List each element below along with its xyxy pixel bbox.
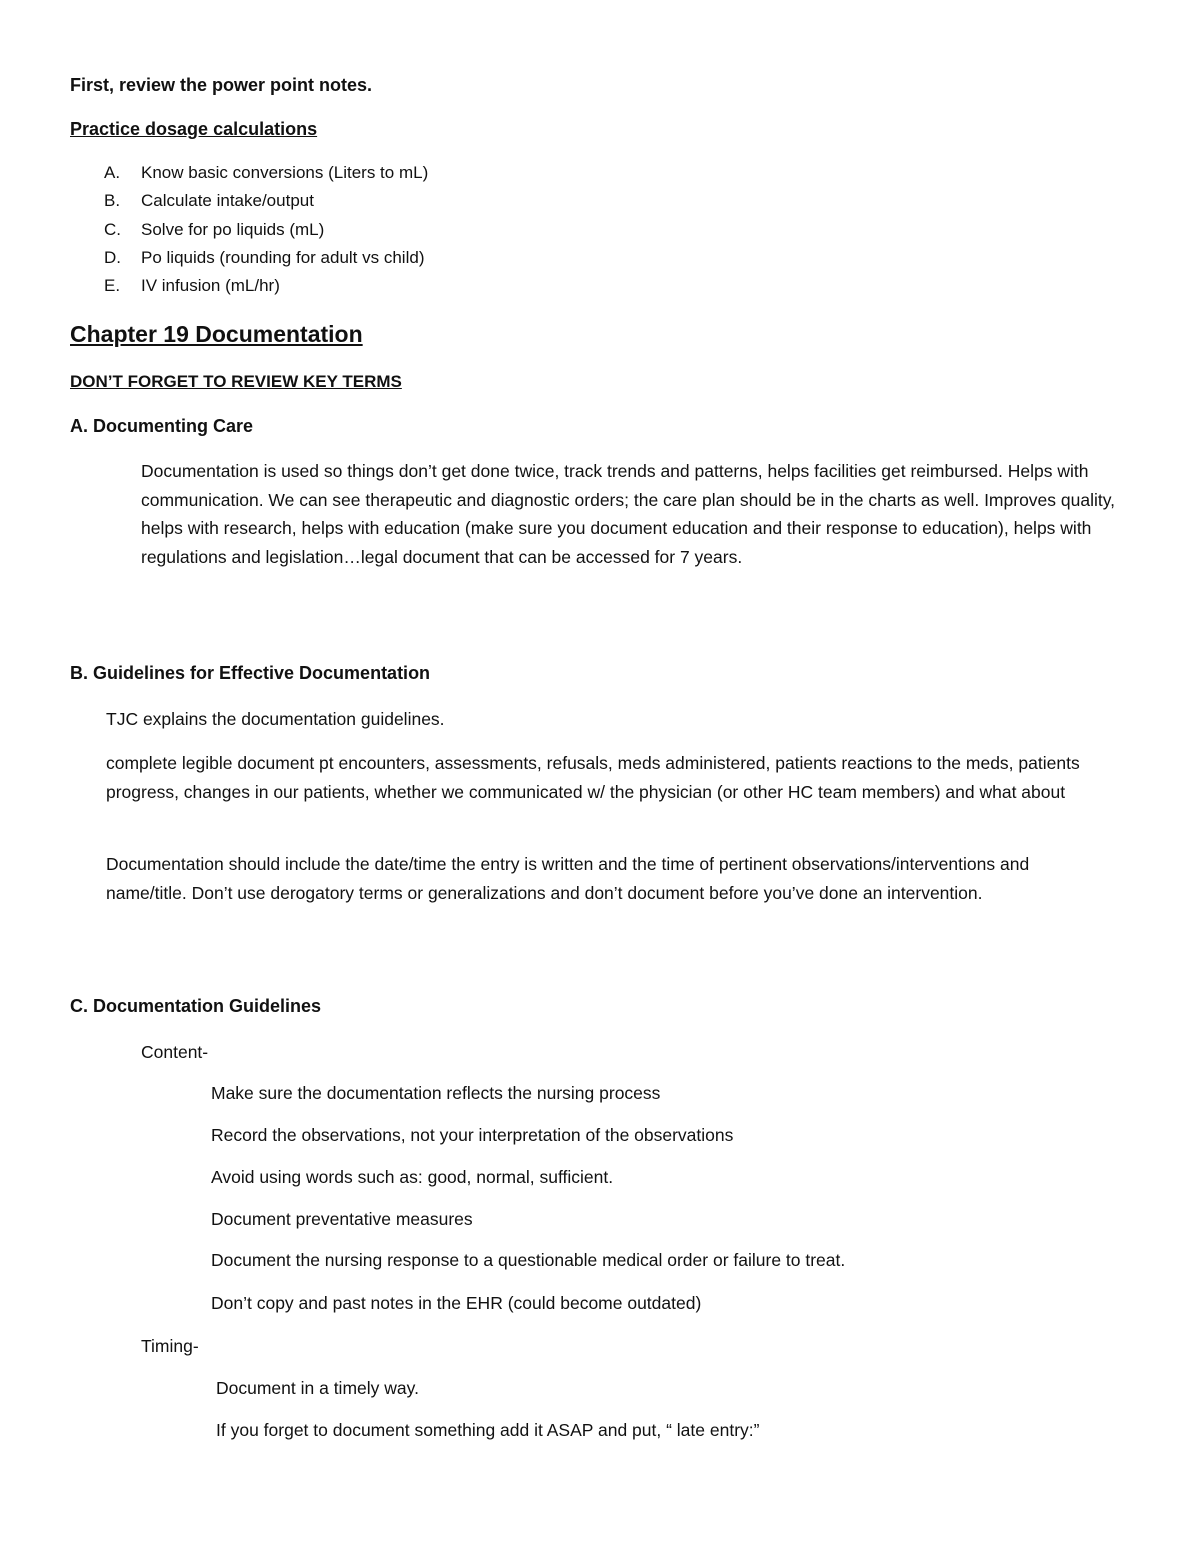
- list-text: Po liquids (rounding for adult vs child): [141, 248, 425, 267]
- list-text: Solve for po liquids (mL): [141, 220, 325, 239]
- list-text: Know basic conversions (Liters to mL): [141, 163, 429, 182]
- section-b-paragraph: TJC explains the documentation guidelines.: [106, 709, 445, 729]
- list-item: Document preventative measures: [211, 1209, 473, 1229]
- intro-note: First, review the power point notes.: [70, 75, 373, 95]
- timing-label: Timing-: [141, 1336, 199, 1356]
- list-item: Record the observations, not your interpretation of the observations: [211, 1125, 734, 1145]
- section-a-heading: A. Documenting Care: [70, 416, 254, 436]
- list-item: Don’t copy and past notes in the EHR (could become outdated): [211, 1293, 702, 1313]
- key-terms-reminder: DON’T FORGET TO REVIEW KEY TERMS: [70, 372, 402, 391]
- section-b-heading: B. Guidelines for Effective Documentation: [70, 663, 431, 683]
- section-c-heading: C. Documentation Guidelines: [70, 996, 322, 1016]
- list-item: Document in a timely way.: [216, 1378, 419, 1398]
- list-text: IV infusion (mL/hr): [141, 276, 280, 295]
- list-item: Document the nursing response to a questionable medical order or failure to treat.: [211, 1250, 846, 1270]
- list-item: Avoid using words such as: good, normal, sufficient.: [211, 1167, 614, 1187]
- section-b-paragraph: complete legible document pt encounters, assessments, refusals, meds administered, patients reactions to the meds, patients progress, changes in our patients, whether we communicated w/ the physician (or other HC team members) and what about: [106, 753, 1080, 802]
- list-item: If you forget to document something add it ASAP and put, “ late entry:”: [216, 1420, 760, 1440]
- chapter-title: Chapter 19 Documentation: [70, 321, 363, 347]
- list-letter: E.: [104, 276, 121, 295]
- list-letter: B.: [104, 191, 121, 210]
- practice-heading: Practice dosage calculations: [70, 119, 318, 139]
- list-item: Make sure the documentation reflects the nursing process: [211, 1083, 661, 1103]
- list-text: Calculate intake/output: [141, 191, 314, 210]
- list-letter: C.: [104, 220, 121, 239]
- content-label: Content-: [141, 1042, 209, 1062]
- section-a-body: Documentation is used so things don’t get done twice, track trends and patterns, helps facilities get reimbursed. Helps with communication. We can see therapeutic and diagnostic orders; the care plan should be in the charts as well. Improves quality, helps with research, helps with education (make sure you document education and their response to education), helps with regulations and legislation…legal document that can be accessed for 7 years.: [141, 461, 1116, 567]
- list-letter: A.: [104, 163, 121, 182]
- list-letter: D.: [104, 248, 121, 267]
- section-b-paragraph: Documentation should include the date/time the entry is written and the time of pertinent observations/interventions and name/title. Don’t use derogatory terms or generalizations and don’t document before you’ve done an intervention.: [106, 854, 1030, 903]
